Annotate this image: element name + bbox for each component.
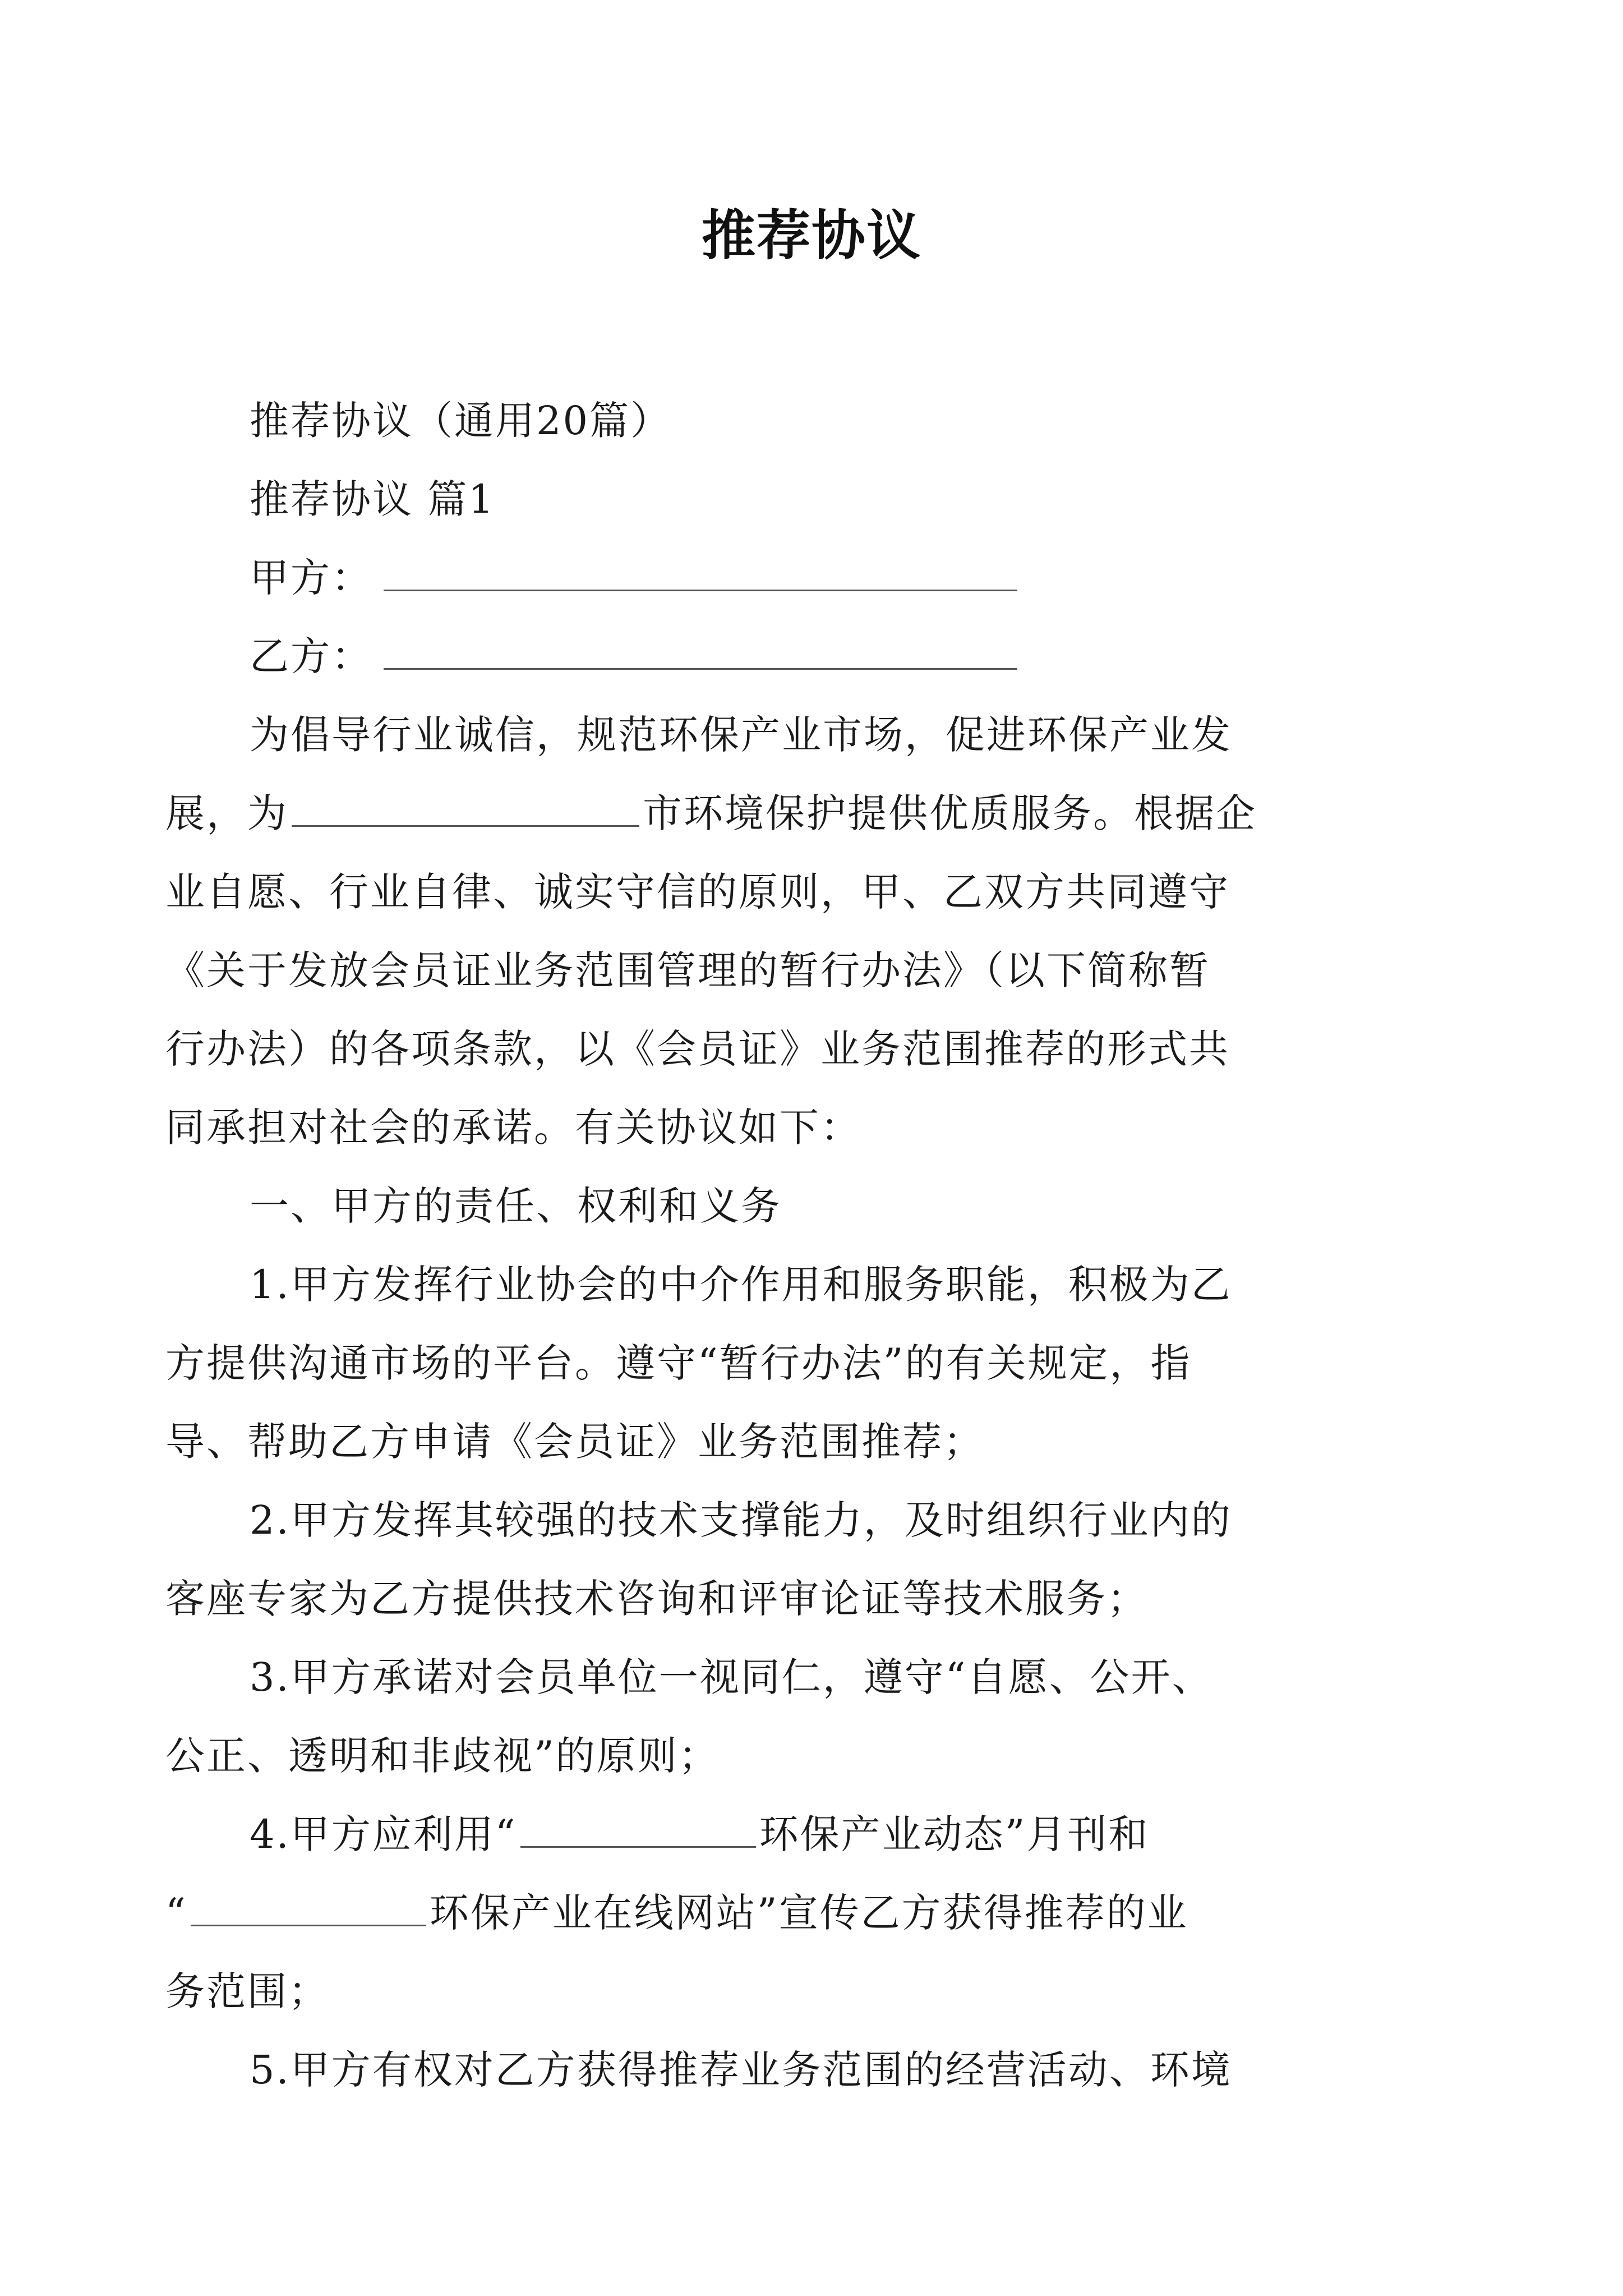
party-a-label: 甲方： xyxy=(250,555,372,601)
text-run: 环保产业动态”月刊和 xyxy=(759,1811,1150,1857)
text-run: 市环境保护提供优质服务。根据企 xyxy=(643,790,1257,836)
paragraph-line xyxy=(165,774,1388,853)
website-blank xyxy=(191,1880,426,1926)
paragraph-line: 公正、透明和非歧视”的原则； xyxy=(165,1733,720,1779)
paragraph-line: 为倡导行业诚信，规范环保产业市场，促进环保产业发 xyxy=(250,712,1232,758)
paragraph-line: 业自愿、行业自律、诚实守信的原则，甲、乙双方共同遵守 xyxy=(165,869,1230,915)
paragraph-line: 1.甲方发挥行业协会的中介作用和服务职能，积极为乙 xyxy=(250,1262,1232,1308)
text-run: 环保产业在线网站”宣传乙方获得推荐的业 xyxy=(429,1890,1188,1936)
document-title: 推荐协议 xyxy=(702,204,921,267)
text-run: 4.甲方应利用“ xyxy=(250,1811,517,1857)
paragraph-line: 2.甲方发挥其较强的技术支撑能力，及时组织行业内的 xyxy=(250,1497,1232,1543)
party-a-line xyxy=(250,539,1388,617)
paragraph-line: 务范围； xyxy=(165,1968,329,2014)
paragraph-line: 《关于发放会员证业务范围管理的暂行办法》（以下简称暂 xyxy=(165,947,1210,993)
city-blank xyxy=(292,780,639,827)
party-b-line xyxy=(250,617,1388,696)
paragraph-line: 同承担对社会的承诺。有关协议如下： xyxy=(165,1105,861,1151)
paragraph-line: 5.甲方有权对乙方获得推荐业务范围的经营活动、环境 xyxy=(250,2047,1232,2093)
paragraph-line: 推荐协议（通用20篇） xyxy=(250,398,672,444)
document-body xyxy=(165,381,1388,2109)
paragraph-line: 方提供沟通市场的平台。遵守“暂行办法”的有关规定，指 xyxy=(165,1340,1192,1386)
paragraph-line: 推荐协议 篇1 xyxy=(250,476,495,522)
publication-blank xyxy=(520,1801,756,1848)
text-run: 展，为 xyxy=(165,790,288,836)
party-b-blank xyxy=(384,623,1017,670)
text-run: “ xyxy=(165,1890,187,1936)
party-b-label: 乙方： xyxy=(250,633,372,679)
paragraph-line xyxy=(250,1795,1388,1874)
paragraph-line: 行办法）的各项条款，以《会员证》业务范围推荐的形式共 xyxy=(165,1026,1230,1072)
party-a-blank xyxy=(384,545,1017,591)
paragraph-line: 客座专家为乙方提供技术咨询和评审论证等技术服务； xyxy=(165,1576,1148,1622)
paragraph-line: 导、帮助乙方申请《会员证》业务范围推荐； xyxy=(165,1419,984,1465)
paragraph-line xyxy=(165,1874,1388,1952)
section-heading: 一、甲方的责任、权利和义务 xyxy=(250,1183,782,1229)
paragraph-line: 3.甲方承诺对会员单位一视同仁，遵守“自愿、公开、 xyxy=(250,1654,1213,1700)
